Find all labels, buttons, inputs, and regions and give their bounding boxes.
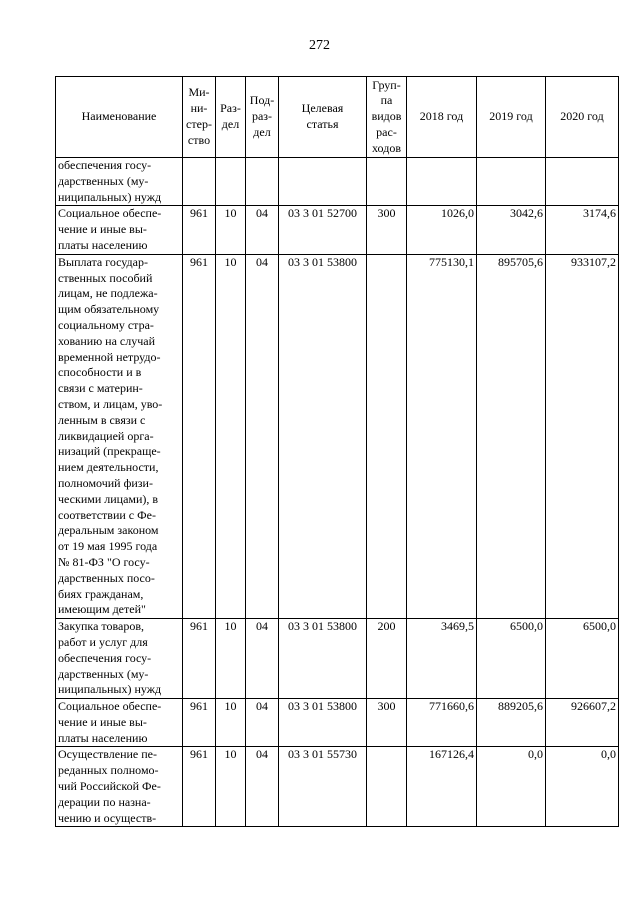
- cell-section: 10: [216, 619, 246, 699]
- table-row: [56, 254, 619, 618]
- cell-y2020: 0,0: [546, 747, 619, 827]
- budget-table: [55, 76, 619, 827]
- cell-subsection: 04: [246, 619, 279, 699]
- cell-name: Социальное обеспе- чение и иные вы- платы населению: [56, 699, 183, 747]
- cell-y2018: 1026,0: [407, 206, 477, 254]
- cell-section: 10: [216, 699, 246, 747]
- header-2020: 2020 год: [546, 77, 619, 158]
- table-row: [56, 158, 619, 206]
- cell-section: 10: [216, 206, 246, 254]
- cell-y2020: 933107,2: [546, 254, 619, 618]
- cell-section: 10: [216, 747, 246, 827]
- cell-y2020: [546, 158, 619, 206]
- cell-y2020: 3174,6: [546, 206, 619, 254]
- cell-ministry: 961: [183, 619, 216, 699]
- cell-target: 03 3 01 53800: [279, 619, 367, 699]
- cell-name: обеспечения госу- дарственных (му- ниципальных) нужд: [56, 158, 183, 206]
- cell-section: [216, 158, 246, 206]
- cell-ministry: 961: [183, 254, 216, 618]
- cell-y2019: 6500,0: [477, 619, 546, 699]
- cell-expense-group: 200: [367, 619, 407, 699]
- cell-subsection: 04: [246, 206, 279, 254]
- cell-name: Осуществление пе- реданных полномо- чий Российской Фе- дерации по назна- чению и осуществ-: [56, 747, 183, 827]
- cell-subsection: 04: [246, 254, 279, 618]
- table-header-row: [56, 77, 619, 158]
- page-number: 272: [309, 38, 330, 53]
- cell-ministry: [183, 158, 216, 206]
- cell-target: 03 3 01 52700: [279, 206, 367, 254]
- cell-name: Социальное обеспе- чение и иные вы- платы населению: [56, 206, 183, 254]
- table-body: [56, 158, 619, 827]
- table-row: [56, 206, 619, 254]
- cell-expense-group: 300: [367, 699, 407, 747]
- cell-subsection: 04: [246, 747, 279, 827]
- cell-y2019: 889205,6: [477, 699, 546, 747]
- cell-ministry: 961: [183, 206, 216, 254]
- cell-expense-group: 300: [367, 206, 407, 254]
- cell-y2018: 775130,1: [407, 254, 477, 618]
- header-subsection: Под- раз- дел: [246, 77, 279, 158]
- cell-y2018: [407, 158, 477, 206]
- cell-y2019: 3042,6: [477, 206, 546, 254]
- cell-expense-group: [367, 747, 407, 827]
- cell-ministry: 961: [183, 747, 216, 827]
- cell-y2019: [477, 158, 546, 206]
- cell-target: [279, 158, 367, 206]
- header-2018: 2018 год: [407, 77, 477, 158]
- table-row: [56, 699, 619, 747]
- cell-expense-group: [367, 158, 407, 206]
- header-2019: 2019 год: [477, 77, 546, 158]
- table-row: [56, 619, 619, 699]
- cell-name: Закупка товаров, работ и услуг для обеспечения госу- дарственных (му- ниципальных) нужд: [56, 619, 183, 699]
- cell-target: 03 3 01 55730: [279, 747, 367, 827]
- cell-y2018: 771660,6: [407, 699, 477, 747]
- cell-ministry: 961: [183, 699, 216, 747]
- header-expense-group: Груп- па видов рас- ходов: [367, 77, 407, 158]
- cell-y2018: 167126,4: [407, 747, 477, 827]
- header-ministry: Ми- ни- стер- ство: [183, 77, 216, 158]
- cell-name: Выплата государ- ственных пособий лицам, не подлежа- щим обязательному социальному стра- хованию на случай временной нетрудо- способности и в связи с материн- ством, и лицам, уво- ленным в связи с ликвидацией орга- низаций (прекраще- нием деятельности, полномочий физи- ческими лицами), в соответствии с Фе- деральным законом от 19 мая 1995 года № 81-ФЗ "О госу- дарственных посо- биях гражданам, имеющим детей": [56, 254, 183, 618]
- header-target: Целевая статья: [279, 77, 367, 158]
- cell-target: 03 3 01 53800: [279, 254, 367, 618]
- cell-y2018: 3469,5: [407, 619, 477, 699]
- cell-y2019: 0,0: [477, 747, 546, 827]
- header-name: Наименование: [56, 77, 183, 158]
- header-section: Раз- дел: [216, 77, 246, 158]
- cell-expense-group: [367, 254, 407, 618]
- cell-y2019: 895705,6: [477, 254, 546, 618]
- cell-y2020: 6500,0: [546, 619, 619, 699]
- cell-section: 10: [216, 254, 246, 618]
- table-row: [56, 747, 619, 827]
- cell-target: 03 3 01 53800: [279, 699, 367, 747]
- cell-subsection: 04: [246, 699, 279, 747]
- cell-subsection: [246, 158, 279, 206]
- cell-y2020: 926607,2: [546, 699, 619, 747]
